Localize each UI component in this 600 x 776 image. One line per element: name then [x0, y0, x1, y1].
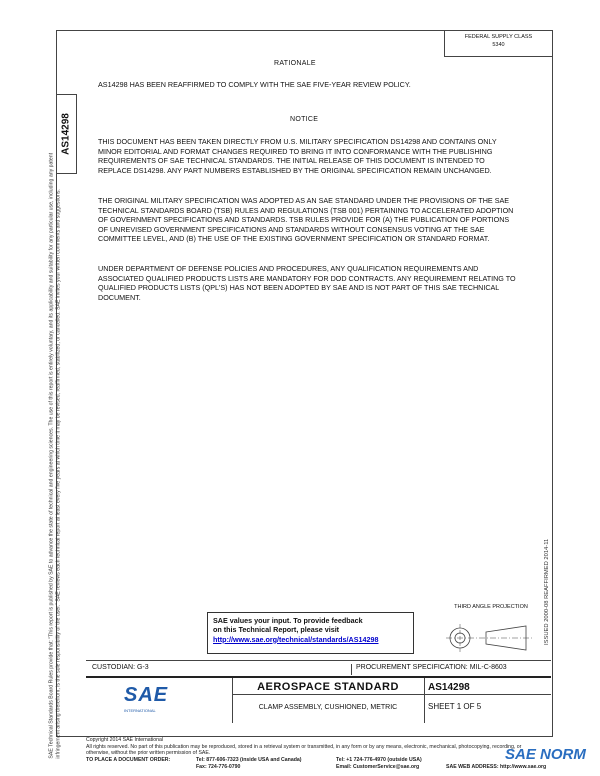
- feedback-link[interactable]: http://www.sae.org/technical/standards/AS14298: [213, 634, 379, 644]
- title-cell: [232, 678, 425, 723]
- footer-contact-row: [86, 757, 556, 771]
- notice-paragraph-1: THIS DOCUMENT HAS BEEN TAKEN DIRECTLY FROM U.S. MILITARY SPECIFICATION DS14298 AND CONTAINS ONLY MINOR EDITORIAL AND FORMAT CHANGES REQUIRED TO BRING IT INTO CONFORMANCE WITH THE PUBLISHING REQUIREMENTS OF SAE TECHNICAL STANDARDS. THE INITIAL RELEASE OF THIS DOCUMENT IS INTENDED TO REPLACE DS14298. ANY PART NUMBERS ESTABLISHED BY THE ORIGINAL SPECIFICATION REMAIN UNCHANGED.: [98, 137, 497, 175]
- document-title: CLAMP ASSEMBLY, CUSHIONED, METRIC: [258, 704, 398, 711]
- rationale-text: AS14298 HAS BEEN REAFFIRMED TO COMPLY WITH THE SAE FIVE-YEAR REVIEW POLICY.: [98, 80, 411, 89]
- logo-cell: [86, 678, 233, 723]
- footer: [86, 737, 556, 771]
- order-label: TO PLACE A DOCUMENT ORDER:: [86, 756, 171, 763]
- custodian: CUSTODIAN: G-3: [92, 664, 149, 671]
- federal-supply-class-box: [444, 30, 552, 57]
- row-divider: [351, 664, 352, 675]
- feedback-line-2: on this Technical Report, please visit: [213, 625, 340, 635]
- notice-paragraph-3: UNDER DEPARTMENT OF DEFENSE POLICIES AND PROCEDURES, ANY QUALIFICATION REQUIREMENTS AND ASSOCIATED QUALIFIED PRODUCTS LISTS ARE MANDATORY FOR DOD CONTRACTS. ANY REQUIREMENT RELATING TO QUALIFIED PRODUCTS LISTS (QPL'S) HAS NOT BEEN ADOPTED BY SAE AND IS NOT PART OF THIS SAE TECHNICAL DOCUMENT.: [98, 264, 516, 302]
- rationale-heading: RATIONALE: [274, 60, 316, 67]
- fsc-label: FEDERAL SUPPLY CLASS: [464, 34, 533, 40]
- title-block: [86, 676, 551, 723]
- footer-rights: All rights reserved. No part of this publication may be reproduced, stored in a retrieval system or transmitted, in any form or by any means, electronic, mechanical, photocopying, recording, or otherwise, without the prior written permission of SAE.: [86, 743, 522, 757]
- projection-box: [446, 604, 536, 659]
- notice-paragraph-2: THE ORIGINAL MILITARY SPECIFICATION WAS ADOPTED AS AN SAE STANDARD UNDER THE PROVISIONS OF THE SAE TECHNICAL STANDARDS BOARD (TSB) RULES AND REGULATIONS (TSB 001) PERTAINING TO ACCELERATED ADOPTION OF GOVERNMENT SPECIFICATIONS AND STANDARDS. TSB RULES PROVIDE FOR (A) THE PUBLICATION OF PORTIONS OF UNREVISED GOVERNMENT SPECIFICATIONS AND STANDARDS WITHOUT CONSENSUS VOTING AT THE SAE COMMITTEE LEVEL, AND (B) THE USE OF THE EXISTING GOVERNMENT SPECIFICATION OR STANDARD FORMAT.: [98, 196, 514, 243]
- third-angle-projection-symbol: [446, 614, 536, 658]
- fax: Fax: 724-776-0790: [196, 763, 241, 770]
- tel-outside: Tel: +1 724-776-4970 (outside USA): [336, 756, 422, 763]
- standard-type: AEROSPACE STANDARD: [257, 681, 399, 693]
- notice-heading: NOTICE: [290, 116, 319, 123]
- footer-copyright: Copyright 2014 SAE International: [86, 737, 163, 743]
- left-margin-disclaimer: SAE Technical Standards Board Rules provide that: "This report is published by SAE to advance the state of technical and engineering sciences. The use of this report is entirely voluntary, and its applicability and suitability for any particular use, including any patent infringement arising therefrom, is the sole responsibility of the user." SAE reviews each technical report at least every five years at which time it may be revised, reaffirmed, stabilized, or cancelled. SAE invites your written comments and suggestions.: [48, 152, 61, 759]
- feedback-line-1: SAE values your input. To provide feedback: [213, 616, 363, 625]
- document-number-vertical: AS14298: [60, 113, 72, 155]
- document-number: AS14298: [428, 682, 470, 693]
- title-divider: [232, 694, 424, 695]
- web-address[interactable]: SAE WEB ADDRESS: http://www.sae.org: [446, 763, 547, 770]
- fsc-code: 5340: [492, 42, 505, 48]
- sae-logo-subtext: INTERNATIONAL: [124, 708, 156, 713]
- sae-logo: SAE: [124, 684, 169, 706]
- feedback-box: [207, 612, 414, 654]
- procurement-spec: PROCUREMENT SPECIFICATION: MIL-C-8603: [356, 664, 507, 671]
- projection-label: THIRD ANGLE PROJECTION: [454, 604, 528, 610]
- sheet-number: SHEET 1 OF 5: [428, 702, 482, 711]
- tel-usa: Tel: 877-606-7323 (inside USA and Canada): [196, 756, 302, 763]
- email[interactable]: Email: CustomerService@sae.org: [336, 763, 420, 770]
- watermark: SAE NORM: [505, 746, 586, 763]
- issue-dates: ISSUED 2000-08 REAFFIRMED 2014-11: [544, 538, 550, 645]
- custodian-row: [86, 660, 551, 675]
- number-divider: [424, 694, 551, 695]
